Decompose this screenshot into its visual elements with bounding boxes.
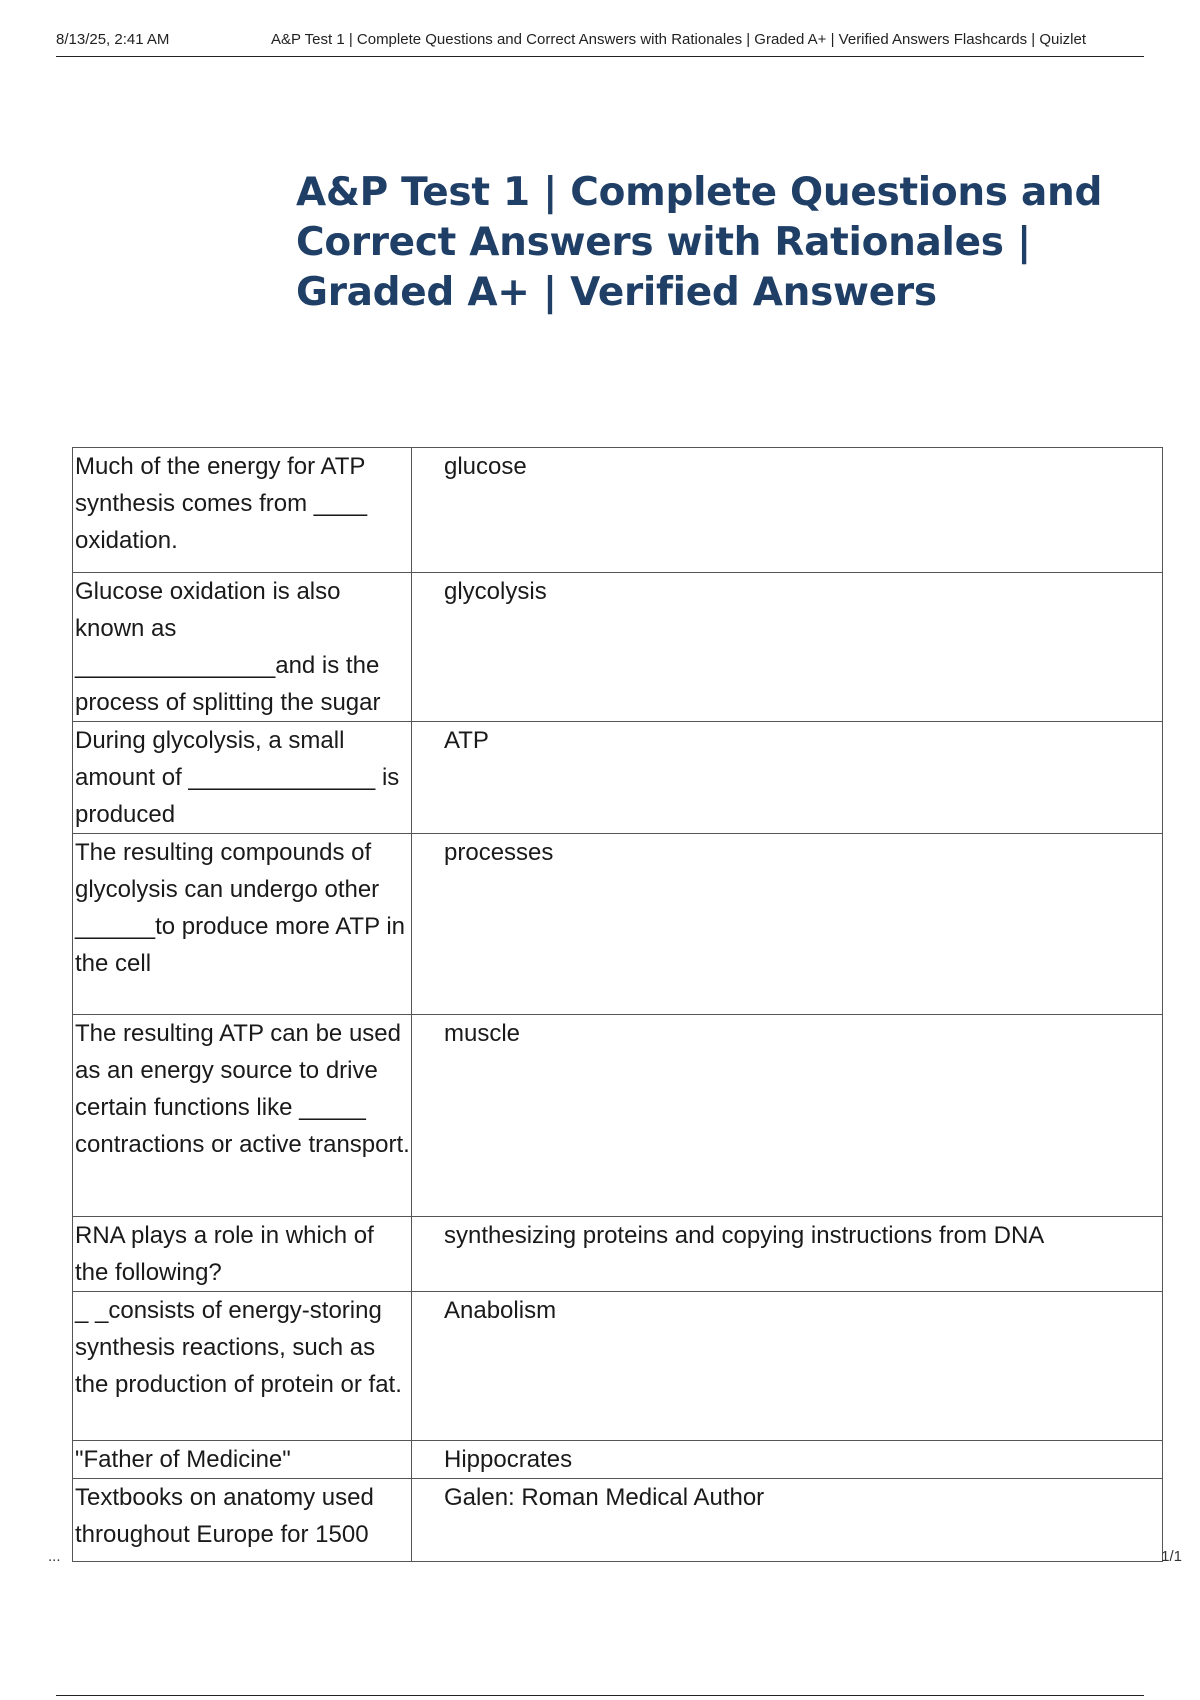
table-row bbox=[73, 1479, 1163, 1562]
answer-text: muscle bbox=[444, 1020, 521, 1047]
question-text: Glucose oxidation is also known as _______________and is the process of splitting the sugar bbox=[75, 578, 381, 716]
table-row bbox=[73, 573, 1163, 722]
term-cell bbox=[73, 1217, 412, 1292]
term-cell bbox=[73, 448, 412, 573]
question-text: _ _consists of energy-storing synthesis reactions, such as the production of protein or fat. bbox=[75, 1297, 402, 1398]
table-row bbox=[73, 1441, 1163, 1479]
print-date: 8/13/25, 2:41 AM bbox=[56, 31, 170, 48]
table-row bbox=[73, 1015, 1163, 1217]
question-text: During glycolysis, a small amount of ______________ is produced bbox=[75, 727, 400, 828]
answer-text: Anabolism bbox=[444, 1297, 557, 1324]
page-number: 1/1 bbox=[1161, 1548, 1182, 1565]
answer-text: processes bbox=[444, 839, 554, 866]
definition-cell bbox=[412, 573, 1163, 722]
answer-text: glycolysis bbox=[444, 578, 547, 605]
definition-cell bbox=[412, 1292, 1163, 1441]
question-text: The resulting compounds of glycolysis can undergo other ______to produce more ATP in the cell bbox=[75, 839, 405, 977]
definition-cell bbox=[412, 1217, 1163, 1292]
answer-text: ATP bbox=[444, 727, 489, 754]
question-text: Textbooks on anatomy used throughout Europe for 1500 bbox=[75, 1484, 374, 1548]
bottom-divider bbox=[56, 1695, 1144, 1696]
definition-cell bbox=[412, 1441, 1163, 1479]
document-title: A&P Test 1 | Complete Questions and Correct Answers with Rationales | Graded A+ | Verified Answers bbox=[296, 170, 1103, 315]
answer-text: Hippocrates bbox=[444, 1446, 573, 1473]
question-text: "Father of Medicine" bbox=[75, 1446, 291, 1473]
print-footer-url: ... bbox=[48, 1548, 61, 1565]
term-cell bbox=[73, 1441, 412, 1479]
table-row bbox=[73, 1217, 1163, 1292]
term-cell bbox=[73, 1479, 412, 1562]
print-page-title: A&P Test 1 | Complete Questions and Correct Answers with Rationales | Graded A+ | Verified Answers Flashcards | Quizlet bbox=[271, 31, 1087, 48]
term-cell bbox=[73, 573, 412, 722]
table-row bbox=[73, 1292, 1163, 1441]
definition-cell bbox=[412, 834, 1163, 1015]
print-header bbox=[56, 28, 1144, 57]
question-text: The resulting ATP can be used as an energy source to drive certain functions like _____ contractions or active transport. bbox=[75, 1020, 410, 1158]
term-cell bbox=[73, 1015, 412, 1217]
term-cell bbox=[73, 722, 412, 834]
question-text: RNA plays a role in which of the following? bbox=[75, 1222, 374, 1286]
term-cell bbox=[73, 834, 412, 1015]
term-cell bbox=[73, 1292, 412, 1441]
answer-text: Galen: Roman Medical Author bbox=[444, 1484, 765, 1511]
answer-text: glucose bbox=[444, 453, 527, 480]
definition-cell bbox=[412, 1479, 1163, 1562]
table-row bbox=[73, 834, 1163, 1015]
flashcard-table bbox=[72, 447, 1163, 1562]
table-row bbox=[73, 722, 1163, 834]
definition-cell bbox=[412, 1015, 1163, 1217]
question-text: Much of the energy for ATP synthesis comes from ____ oxidation. bbox=[75, 453, 368, 554]
definition-cell bbox=[412, 448, 1163, 573]
answer-text: synthesizing proteins and copying instructions from DNA bbox=[444, 1222, 1045, 1249]
definition-cell bbox=[412, 722, 1163, 834]
table-row bbox=[73, 448, 1163, 573]
